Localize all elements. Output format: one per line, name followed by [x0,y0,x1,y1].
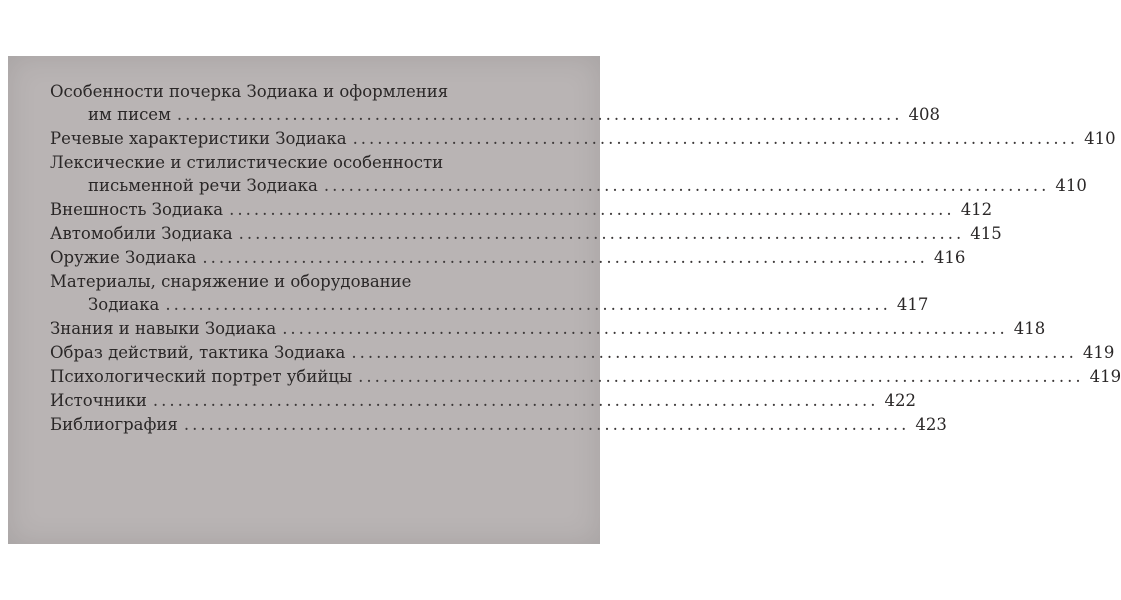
toc-entry-title: Психологический портрет убийцы [50,367,353,386]
toc-entry-title: Автомобили Зодиака [50,224,233,243]
toc-entry-title: Образ действий, тактика Зодиака [50,343,346,362]
toc-page-number: 419 [1082,343,1115,362]
toc-page-number: 416 [933,248,966,267]
toc-page-number: 410 [1084,129,1116,148]
toc-entry [50,222,1002,246]
toc-leader-dots: ........................................................................................ [183,415,910,434]
toc-page-number: 410 [1055,176,1087,195]
toc-page-number: 415 [970,224,1002,243]
toc-page-number: 423 [915,415,947,434]
toc-entry [50,270,929,317]
toc-entry [50,365,1121,389]
toc-entry [50,198,993,222]
toc-leader-dots: ........................................................................................ [352,129,1079,148]
toc-entry [50,389,916,413]
toc-entry-title-line: Особенности почерка Зодиака и оформления [50,82,449,101]
toc-page-number: 412 [960,200,993,219]
toc-entry-title: Знания и навыки Зодиака [50,319,277,338]
toc-leader-dots: ........................................................................................ [358,367,1084,386]
toc-entry-title: Речевые характеристики Зодиака [50,129,347,148]
toc-page-number: 408 [908,105,940,124]
toc-leader-dots: ........................................................................................ [202,248,928,267]
toc-leader-dots: ........................................................................................ [165,295,891,314]
toc-entry-title: Оружие Зодиака [50,248,197,267]
toc-entry [50,127,1116,151]
toc-entry [50,80,940,127]
toc-entry [50,317,1046,341]
toc-page-number: 419 [1089,367,1121,386]
toc-leader-dots: ........................................................................................ [351,343,1077,362]
toc-entry-title-line: Лексические и стилистические особенности [50,153,444,172]
toc-page-number: 417 [896,295,929,314]
toc-entry [50,413,947,437]
toc-entry-title: им писем [88,105,171,124]
toc-entry [50,246,966,270]
toc-entry-title: письменной речи Зодиака [88,176,318,195]
toc-leader-dots: ........................................................................................ [323,176,1050,195]
toc-page-number: 418 [1013,319,1046,338]
toc-entry-title: Внешность Зодиака [50,200,224,219]
toc-entry-title-line: Материалы, снаряжение и оборудование [50,272,412,291]
toc-entry-title: Библиография [50,415,178,434]
toc-entry [50,341,1115,365]
toc-entry-title: Зодиака [88,295,160,314]
toc-leader-dots: ........................................................................................ [238,224,965,243]
toc-leader-dots: ........................................................................................ [229,200,955,219]
toc-leader-dots: ........................................................................................ [282,319,1008,338]
table-of-contents [50,80,1121,437]
toc-page-number: 422 [884,391,916,410]
toc-entry-title: Источники [50,391,147,410]
toc-entry [50,151,1087,198]
toc-leader-dots: ........................................................................................ [152,391,879,410]
toc-leader-dots: ........................................................................................ [176,105,903,124]
